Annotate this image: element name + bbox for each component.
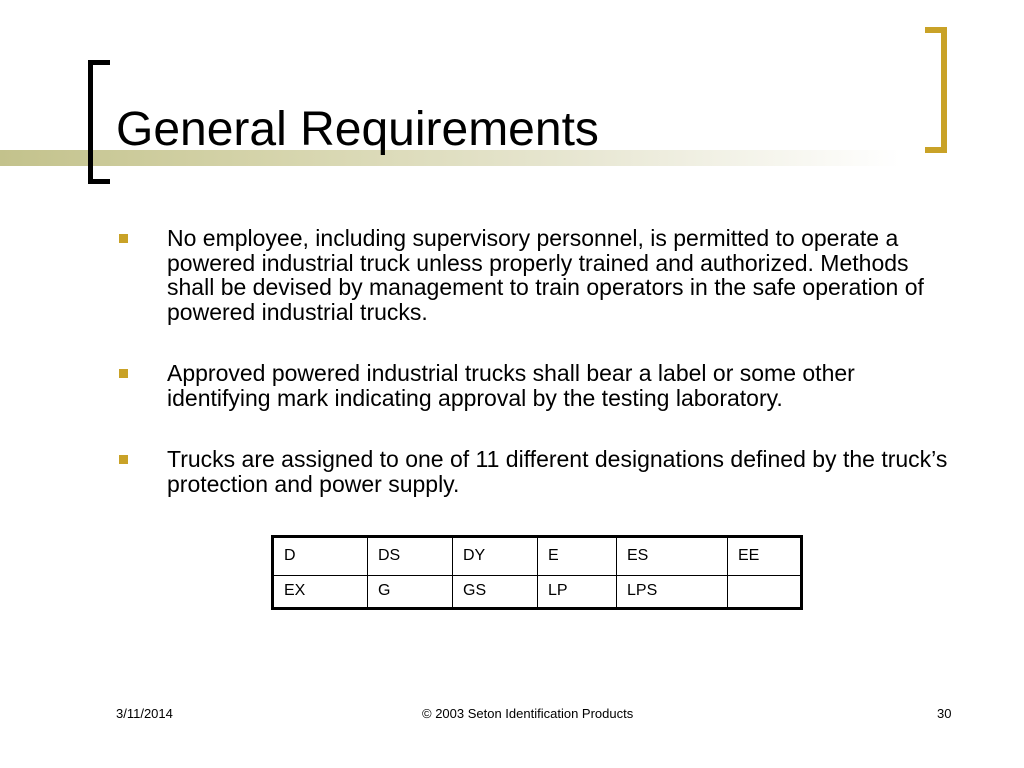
square-bullet-icon	[119, 369, 128, 378]
footer-copyright: © 2003 Seton Identification Products	[422, 706, 634, 721]
table-cell: ES	[617, 537, 728, 576]
table-cell: DS	[368, 537, 453, 576]
table-row	[273, 576, 802, 609]
bullet-item	[118, 361, 948, 410]
table-cell: EX	[273, 576, 368, 609]
table-cell: LPS	[617, 576, 728, 609]
footer-date: 3/11/2014	[116, 706, 173, 721]
table-cell: DY	[453, 537, 538, 576]
bullet-text: Approved powered industrial trucks shall bear a label or some other identifying mark indicating approval by the testing laboratory.	[167, 360, 855, 411]
left-bracket-decoration	[88, 60, 110, 184]
table-cell	[728, 576, 802, 609]
bullet-item	[118, 226, 948, 324]
table-cell: EE	[728, 537, 802, 576]
bullet-text: Trucks are assigned to one of 11 different designations defined by the truck’s protection and power supply.	[167, 446, 948, 497]
square-bullet-icon	[119, 455, 128, 464]
slide-title: General Requirements	[116, 103, 599, 156]
table-cell: E	[538, 537, 617, 576]
table-cell: LP	[538, 576, 617, 609]
bullet-text: No employee, including supervisory personnel, is permitted to operate a powered industrial truck unless properly trained and authorized. Methods shall be devised by management to train operators in the safe operation of powered industrial trucks.	[167, 225, 924, 325]
square-bullet-icon	[119, 234, 128, 243]
table-cell: GS	[453, 576, 538, 609]
bullet-item	[118, 447, 948, 496]
right-bracket-decoration	[925, 27, 947, 153]
bullet-list	[118, 226, 948, 496]
footer-page-number: 30	[937, 706, 952, 721]
table-cell: D	[273, 537, 368, 576]
table-row	[273, 537, 802, 576]
designations-table	[271, 535, 803, 610]
table-cell: G	[368, 576, 453, 609]
